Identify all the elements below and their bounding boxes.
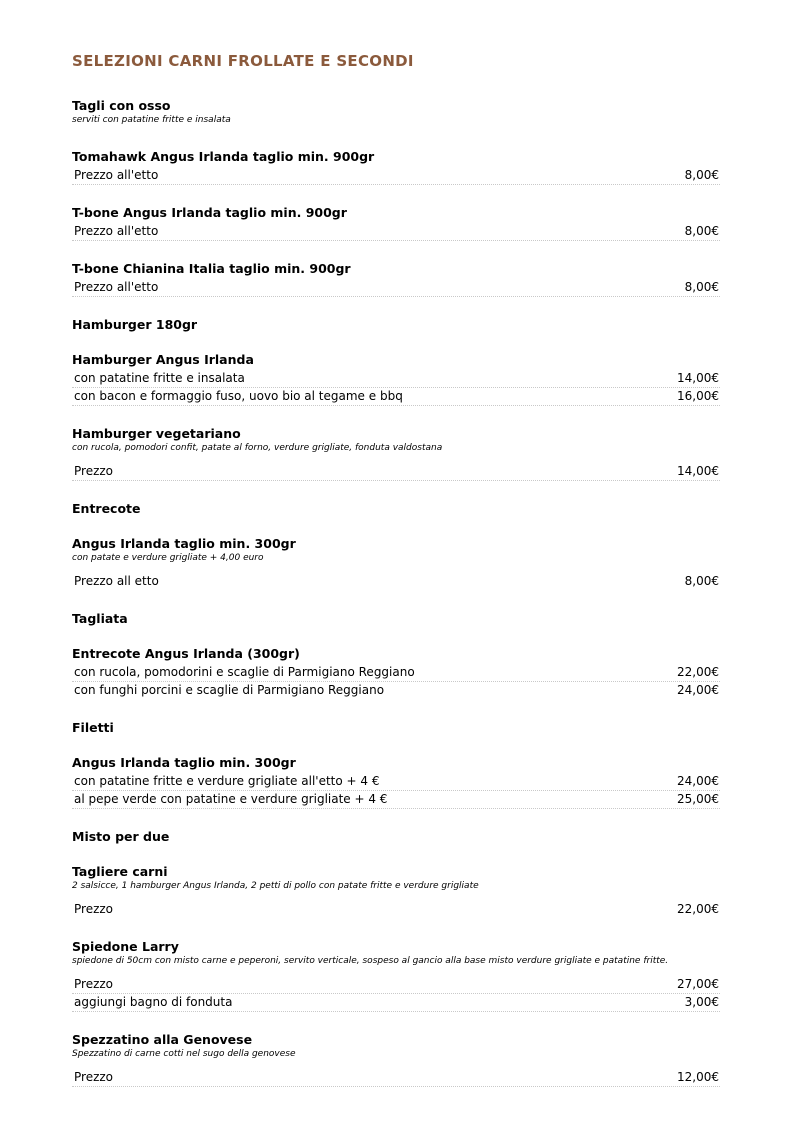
section-tagli [72,98,720,127]
menu-item-hamburger-angus [72,352,720,406]
section-hamburger [72,317,720,333]
price-row [72,773,720,791]
price-value: 8,00€ [684,168,719,182]
item-name: Entrecote Angus Irlanda (300gr) [72,646,300,661]
price-row [72,279,720,297]
price-label: con bacon e formaggio fuso, uovo bio al tegame e bbq [74,389,403,403]
item-name: Spezzatino alla Genovese [72,1032,253,1047]
item-description: 2 salsicce, 1 hamburger Angus Irlanda, 2 petti di pollo con patate fritte e verdure grigliate [72,881,479,891]
price-value: 22,00€ [677,665,719,679]
price-row [72,167,720,185]
section-description: serviti con patatine fritte e insalata [72,115,231,125]
item-description: con patate e verdure grigliate + 4,00 euro [72,553,264,563]
price-value: 24,00€ [677,683,719,697]
section-tagliata [72,611,720,627]
section-heading: Misto per due [72,829,170,844]
price-row [72,463,720,481]
price-row [72,388,720,406]
item-name: Angus Irlanda taglio min. 300gr [72,755,296,770]
price-value: 8,00€ [684,280,719,294]
price-label: Prezzo [74,464,114,478]
price-row [72,901,720,919]
price-label: Prezzo all'etto [74,280,159,294]
menu-item-spiedone-larry [72,939,720,1012]
section-heading: Tagliata [72,611,128,626]
menu-item-tagliere-carni [72,864,720,919]
price-label: al pepe verde con patatine e verdure grigliate + 4 € [74,792,388,806]
price-row [72,791,720,809]
menu-item-entrecote-angus [72,536,720,591]
menu-page [72,52,720,1099]
price-label: Prezzo [74,902,114,916]
price-value: 8,00€ [684,224,719,238]
section-misto [72,829,720,845]
item-name: T-bone Angus Irlanda taglio min. 900gr [72,205,347,220]
price-value: 16,00€ [677,389,719,403]
price-value: 8,00€ [684,574,719,588]
price-row [72,664,720,682]
price-row [72,994,720,1012]
price-row [72,370,720,388]
section-heading: Hamburger 180gr [72,317,198,332]
item-description: con rucola, pomodori confit, patate al forno, verdure grigliate, fonduta valdostana [72,443,443,453]
price-label: aggiungi bagno di fonduta [74,995,233,1009]
page-title: SELEZIONI CARNI FROLLATE E SECONDI [72,52,414,70]
price-label: Prezzo [74,977,114,991]
price-label: Prezzo [74,1070,114,1084]
item-name: Tagliere carni [72,864,168,879]
price-label: Prezzo all'etto [74,224,159,238]
item-name: Spiedone Larry [72,939,179,954]
price-value: 14,00€ [677,371,719,385]
price-label: con funghi porcini e scaglie di Parmigiano Reggiano [74,683,385,697]
menu-item-filetti-angus [72,755,720,809]
section-heading: Tagli con osso [72,98,171,113]
section-heading: Entrecote [72,501,141,516]
section-entrecote [72,501,720,517]
item-name: Hamburger vegetariano [72,426,241,441]
price-row [72,573,720,591]
menu-item-tbone-chianina [72,261,720,297]
item-description: spiedone di 50cm con misto carne e peperoni, servito verticale, sospeso al gancio alla base misto verdure grigliate e patatine fritte. [72,956,669,966]
price-value: 14,00€ [677,464,719,478]
price-row [72,223,720,241]
section-heading: Filetti [72,720,114,735]
price-row [72,1069,720,1087]
section-filetti [72,720,720,736]
menu-item-tomahawk [72,149,720,185]
price-row [72,976,720,994]
menu-item-tagliata-angus [72,646,720,700]
item-name: Tomahawk Angus Irlanda taglio min. 900gr [72,149,375,164]
price-value: 12,00€ [677,1070,719,1084]
menu-item-spezzatino [72,1032,720,1087]
price-value: 22,00€ [677,902,719,916]
menu-item-hamburger-vegetariano [72,426,720,481]
item-name: Angus Irlanda taglio min. 300gr [72,536,296,551]
price-label: con rucola, pomodorini e scaglie di Parmigiano Reggiano [74,665,415,679]
price-label: Prezzo all etto [74,574,159,588]
price-label: Prezzo all'etto [74,168,159,182]
price-value: 27,00€ [677,977,719,991]
price-row [72,682,720,700]
price-value: 24,00€ [677,774,719,788]
item-name: Hamburger Angus Irlanda [72,352,254,367]
item-name: T-bone Chianina Italia taglio min. 900gr [72,261,351,276]
price-label: con patatine fritte e insalata [74,371,245,385]
price-value: 25,00€ [677,792,719,806]
menu-item-tbone-angus [72,205,720,241]
item-description: Spezzatino di carne cotti nel sugo della genovese [72,1049,296,1059]
price-label: con patatine fritte e verdure grigliate all'etto + 4 € [74,774,380,788]
price-value: 3,00€ [684,995,719,1009]
